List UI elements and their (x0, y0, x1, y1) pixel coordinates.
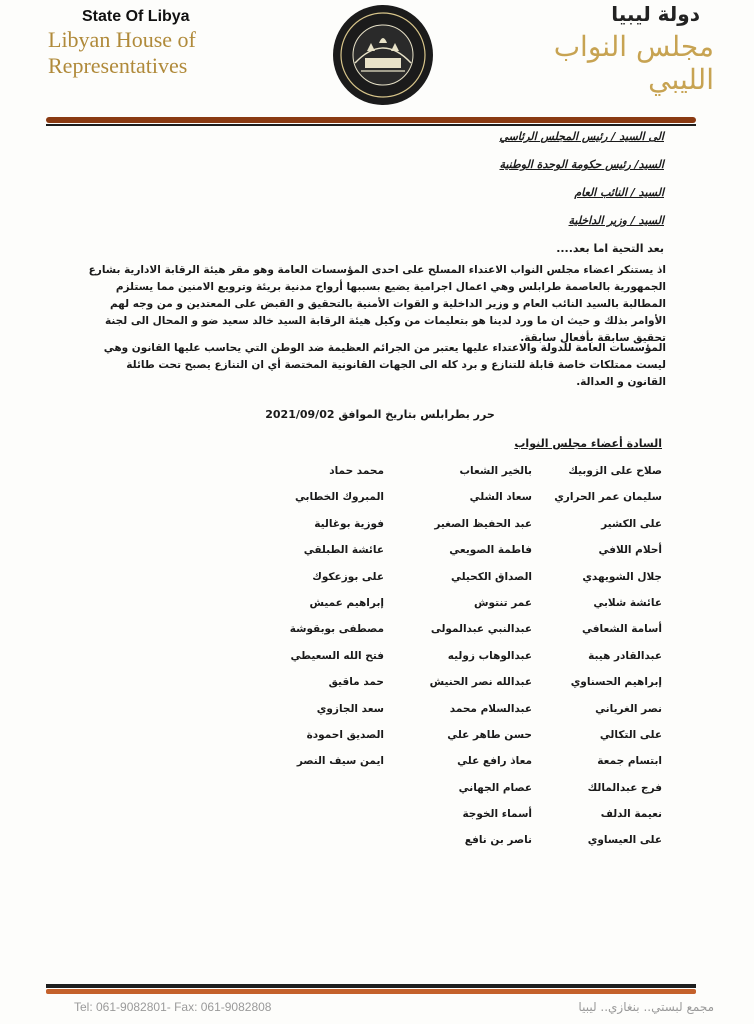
member-name: بالخير الشعاب (459, 465, 532, 477)
member-name: عبدالقادر هيبة (588, 649, 662, 662)
member-name: سعد الجازوي (316, 702, 384, 715)
footer-address: مجمع لبستي.. بنغازي.. ليبيا (578, 1000, 714, 1014)
footer-rule-black (46, 984, 696, 988)
member-name: سعاد الشلي (469, 491, 532, 504)
member-name: الصديق احمودة (306, 728, 384, 741)
addressee-1: الى السيد / رئيس المجلس الرئاسي (499, 130, 664, 143)
members-title: السادة أعضاء مجلس النواب (514, 437, 662, 450)
addressee-4: السيد / وزير الداخلية (568, 214, 664, 227)
header-english (48, 8, 278, 78)
date-line: حرر بطرابلس بتاريخ الموافق 2021/09/02 (265, 408, 495, 421)
member-name: عبدالوهاب زوليه (447, 649, 532, 662)
member-name: عبدالسلام محمد (449, 702, 532, 715)
member-name: عصام الجهاني (458, 781, 532, 794)
member-name: نعيمة الدلف (600, 808, 662, 821)
member-name: صلاح على الزوبيك (568, 465, 662, 477)
member-name: الصداق الكحيلي (450, 570, 532, 583)
member-name: حسن طاهر علي (447, 728, 532, 741)
member-name: نصر الغرياني (595, 702, 662, 715)
member-name: ناصر بن نافع (464, 834, 532, 847)
addressee-2: السيد/ رئيس حكومة الوحدة الوطنية (499, 158, 664, 171)
members-column-1 (512, 462, 662, 858)
member-name: أسامة الشعافي (582, 623, 662, 636)
house-seal-icon (331, 3, 435, 107)
member-name: جلال الشويهدي (582, 570, 662, 583)
member-name: عمر تنتوش (474, 596, 532, 609)
header-rule-black (46, 124, 696, 126)
header-arabic (484, 2, 714, 96)
member-name: فاطمة الصويعي (449, 544, 532, 557)
state-of-libya-en: State Of Libya (82, 8, 190, 25)
member-name: عبدالله نصر الحنيش (429, 676, 532, 689)
members-column-2 (382, 462, 532, 858)
footer-rule-orange (46, 989, 696, 994)
footer-contact: Tel: 061-9082801- Fax: 061-9082808 (74, 1000, 272, 1014)
member-name: ابتسام جمعة (597, 755, 662, 768)
member-name: مصطفى بوبقوشة (289, 623, 384, 636)
member-name: على التكالي (599, 728, 662, 741)
addressee-3: السيد / النائب العام (574, 186, 664, 199)
member-name: محمد حماد (329, 465, 384, 477)
header-rule-brown (46, 117, 696, 123)
paragraph-1: اذ يستنكر اعضاء مجلس النواب الاعتداء المسلح على احدى المؤسسات العامة وهو مقر هيئة الرقابة الادارية بشارع الجمهورية بالعاصمة طرابلس وهي اعمال اجرامية يضيع بسببها أرواح مدنية بريئة وترويع الامنين مما يستلزم المطالبة بالسيد النائب العام و وزير الداخلية و القوات الأمنية بالتحقيق و القبض على المعتدين و من وجه لهم الأوامر بذلك و حيث ان ما ورد لدينا هو بتعليمات من وكيل هيئة الرقابة السيد خالد سعيد ضو و المحال الى لجنة تحقيق سابقة بأفعال سابقة. (88, 264, 666, 344)
member-name: سليمان عمر الحراري (554, 491, 662, 504)
house-name-en-line1: Libyan House of (48, 27, 196, 52)
member-name: إبراهيم عميش (309, 596, 384, 609)
member-name: على الكشير (601, 517, 662, 530)
member-name: على بوزعكوك (312, 570, 384, 583)
member-name: فتح الله السعيطي (290, 649, 384, 662)
greeting: بعد التحية اما بعد.... (556, 242, 664, 255)
member-name: أسماء الخوجة (462, 808, 532, 821)
member-name: على العيساوي (587, 834, 662, 847)
member-name: عائشة الطبلقي (303, 544, 384, 557)
member-name: عائشة شلابي (593, 596, 662, 609)
member-name: عبد الحفيظ الصغير (434, 517, 532, 530)
member-name: أحلام اللافي (598, 544, 662, 557)
paragraph-2: المؤسسات العامة للدولة والاعتداء عليها يعتبر من الجرائم العظيمة ضد الوطن التي يحاسب عليها القانون وهي ليست ممتلكات خاصة قابلة للتنازع و برد كله الى الجهات القانونية المختصة أي ان التنازع يصبح تحت طائلة القانون و العدالة. (103, 342, 666, 388)
member-name: إبراهيم الحسناوي (570, 676, 662, 689)
member-name: ايمن سيف النصر (296, 755, 384, 768)
member-name: حمد ماقيق (328, 676, 384, 689)
house-name-en-line2: Representatives (48, 53, 188, 78)
member-name: معاذ رافع علي (457, 755, 532, 768)
house-name-ar: مجلس النواب الليبي (553, 30, 714, 96)
member-name: عبدالنبي عبدالمولى (430, 623, 532, 636)
state-of-libya-ar: دولة ليبيا (611, 2, 700, 26)
member-name: المبروك الخطابي (294, 491, 384, 504)
members-column-3 (234, 462, 384, 779)
member-name: فرج عبدالمالك (587, 781, 662, 794)
member-name: فوزية بوغالية (314, 517, 384, 530)
